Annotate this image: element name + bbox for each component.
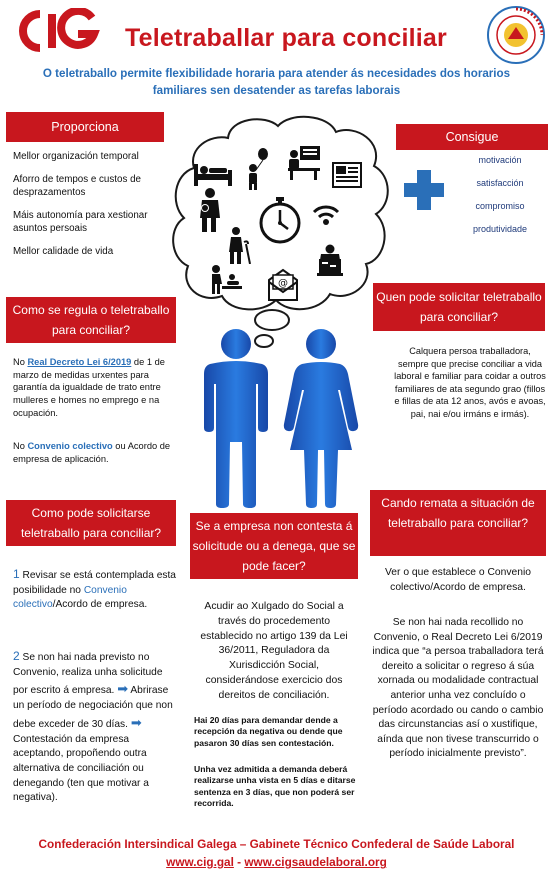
step-text: /Acordo de empresa. [52,599,148,611]
plus-icon [402,168,446,212]
page-title: Teletraballar para conciliar [125,24,447,52]
regula-heading-box [6,297,176,343]
saude-laboral-website-link[interactable]: www.cigsaudelaboral.org [244,855,387,869]
regula-text: de 1 de marzo de medidas urxentes para garantía da igualdade de trato entre mulleres e homes no emprego e na ocupación. [13,357,165,418]
footer-org: Confederación Intersindical Galega – Gabinete Técnico Confederal de Saúde Laboral [38,837,515,851]
step-number: 1 [13,567,20,581]
intro-line-2: familiares sen desatender as tarefas laborais [152,84,401,97]
email-icon [267,268,299,302]
balloon-child-icon [244,148,270,190]
list-item: Mellor calidade de vida [13,245,114,257]
footer-links [0,855,553,869]
arrow-right-icon: ➡ [117,681,129,697]
quen-heading-box [373,283,545,331]
step-text: Abrirase un período de negociación que non debe exceder de 30 días. [13,685,173,730]
step-text: Contestación da empresa aceptando, propoñendo outra alternativa de conciliación ou denegando (ten que motivar a negativa). [13,733,149,804]
man-figure-icon [196,328,276,508]
solicitar-heading: Como pode solicitarse teletraballo para conciliar? [20,506,162,540]
remata-paragraph-2: Se non hai nada recollido no Convenio, o Real Decreto Lei 6/2019 indica que “a persoa traballadora terá dereito a solicitar o regreso á súa xornada ou modalidade contractual anterior unha vez concluído o período acordado ou cando o cambio das circunstancias así o xustifique, aínda que non tivese transcurrido o período inicialmente previsto”. [372,617,544,760]
regula-text: ou Acordo de empresa de aplicación. [13,441,171,464]
remata-paragraph-1: Ver o que establece o Convenio colectivo/Acordo de empresa. [385,567,531,593]
list-item: produtividade [472,224,528,234]
contesta-heading: Se a empresa non contesta á solicitude ou a denega, que se pode facer? [192,519,356,573]
solicitar-step-1 [13,566,178,613]
proporciona-list [13,150,163,258]
proporciona-heading: Proporciona [51,120,119,134]
newspaper-icon [332,162,362,188]
parent-child-icon [196,188,224,232]
contesta-paragraph-3: Unha vez admitida a demanda deberá realizarse unha vista en 5 días e ditarse sentenza en 3 días, que non poderá ser recorrida. [194,764,356,809]
desk-worker-icon [286,144,322,180]
bed-icon [192,158,234,188]
cig-website-link[interactable]: www.cig.gal [166,855,234,869]
cig-logo [12,8,102,54]
contesta-paragraph-2: Hai 20 días para demandar dende a recepción da negativa ou dende que pasaron 30 días sen contestación. [194,715,343,748]
quen-heading: Quen pode solicitar teletraballo para conciliar? [376,290,542,324]
convenio-link[interactable]: Convenio colectivo [27,441,113,451]
remata-heading-box [370,490,546,556]
seal-text [0,0,1,1]
step-text: Revisar se está contemplada esta posibilidade no [13,570,176,596]
list-item: Aforro de tempos e custos de desprazamentos [13,173,141,199]
consigue-heading: Consigue [445,130,499,144]
remata-heading: Cando remata a situación de teletraballo para conciliar? [381,496,535,530]
consigue-heading-box [396,124,548,150]
regula-paragraph-2 [13,440,173,465]
regula-paragraph-1 [13,356,173,419]
arrow-right-icon: ➡ [130,714,142,730]
step-number: 2 [13,649,20,663]
regula-text: No [13,357,28,367]
seal-logo [486,5,546,65]
baby-changing-icon [208,264,242,294]
list-item: Mellor organización temporal [13,151,139,162]
svg-text:@: @ [278,278,288,289]
list-item: motivación [478,155,522,165]
contesta-heading-box [190,513,358,579]
real-decreto-link[interactable]: Real Decreto Lei 6/2019 [27,357,132,367]
list-item: Máis autonomía para xestionar asuntos persoais [13,209,148,235]
consigue-list [452,154,548,246]
quen-paragraph: Calquera persoa traballadora, sempre que precise conciliar a vida laboral e familiar para coidar a outros familiares de ata segundo grao (fillos e fillas de ata 12 anos, avós e avoas, pai, nai e/ou irmáns e irmás). [394,346,546,419]
intro-line-1: O teletraballo permite flexibilidade horaria para atender ás necesidades dos horarios [42,67,511,80]
woman-figure-icon [276,328,366,508]
wifi-icon [312,204,340,226]
step-text: Se non hai nada previsto no Convenio, realiza unha solicitude por escrito á empresa. [13,652,163,697]
stopwatch-icon [257,196,303,244]
contesta-paragraph-1: Acudir ao Xulgado do Social a través do procedemento establecido no artigo 139 da Lei 36/2011, Reguladora da Xurisdicción Social, considerándose exercicio dos dereitos de conciliación. [200,601,348,701]
regula-heading: Como se regula o teletraballo para conciliar? [12,303,170,337]
list-item: satisfacción [476,178,524,188]
solicitar-heading-box [6,500,176,546]
proporciona-heading-box [6,112,164,142]
convenio-link[interactable]: Convenio colectivo [13,584,127,611]
elderly-care-icon [224,226,254,264]
regula-text: No [13,441,28,451]
solicitar-step-2 [13,648,178,806]
laptop-user-icon [316,244,344,276]
footer-separator: - [233,855,245,869]
list-item: compromiso [475,201,525,211]
